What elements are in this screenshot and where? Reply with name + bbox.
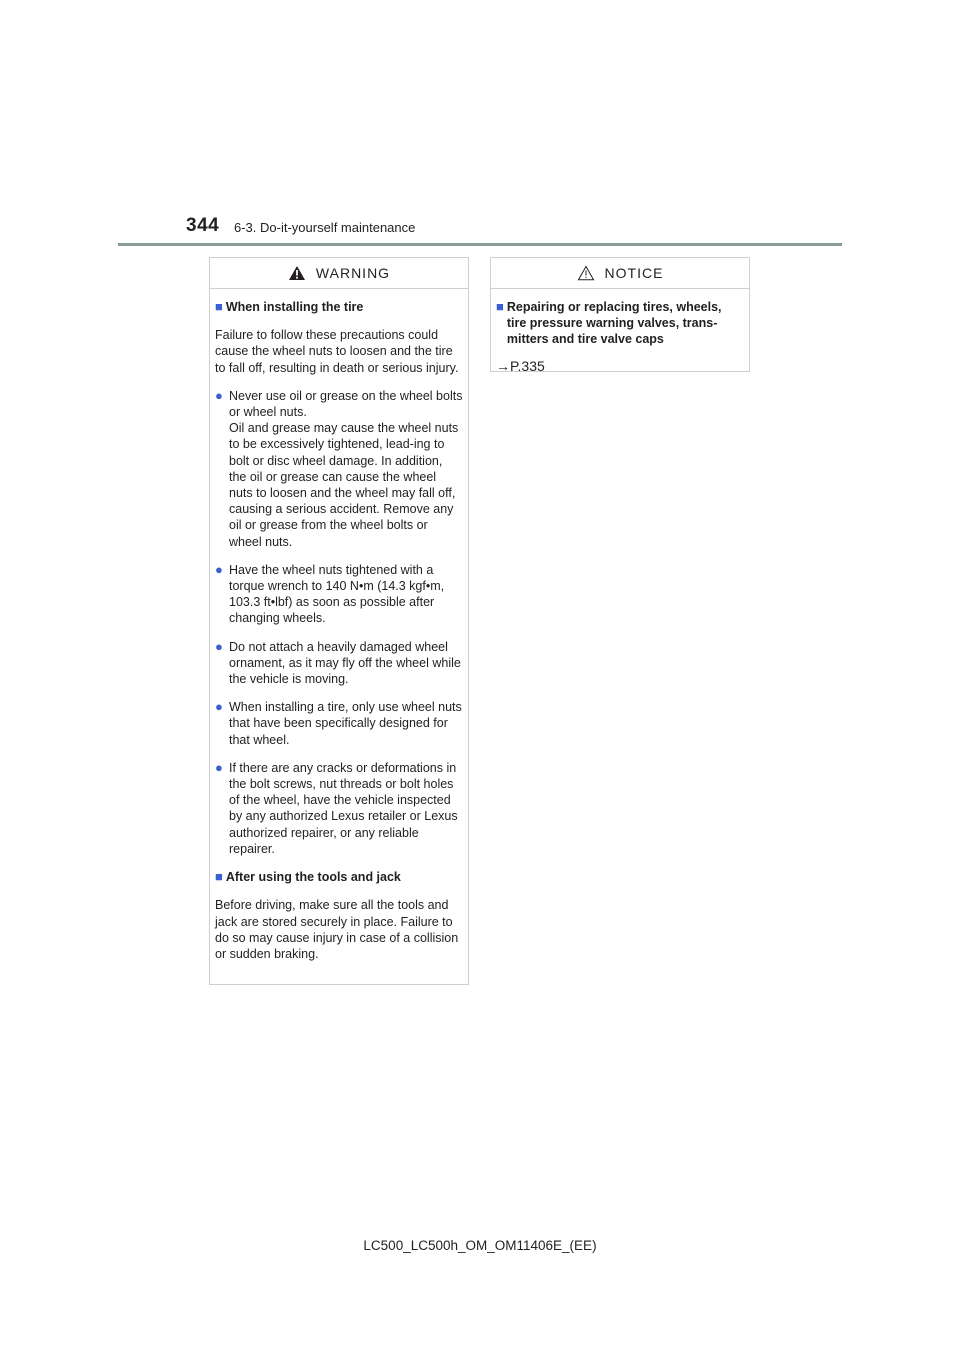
header-rule [118, 243, 842, 246]
warning-bullet-text: Never use oil or grease on the wheel bolts or wheel nuts. Oil and grease may cause the wheel nuts to be excessively tightened, lead-ing to bolt or disc wheel damage. In addition, the oil or grease can cause the wheel nuts to loosen and the wheel may fall off, causing a serious accident. Remove any oil or grease from the wheel bolts or wheel nuts. [229, 388, 463, 549]
warning-heading-1 [215, 299, 463, 315]
warning-box [209, 257, 469, 985]
warning-header [210, 258, 468, 289]
warning-heading-2-text: After using the tools and jack [225, 870, 401, 885]
page-reference-link[interactable]: →P.335 [496, 357, 545, 374]
circle-bullet-icon: ● [215, 561, 223, 577]
warning-bullet-text: Do not attach a heavily damaged wheel ornament, as it may fly off the wheel while the vehicle is moving. [229, 639, 461, 687]
section-title: 6-3. Do-it-yourself maintenance [234, 220, 416, 235]
warning-bullet-text: If there are any cracks or deformations in the bolt screws, nut threads or bolt holes of the wheel, have the vehicle inspected by any authorized Lexus retailer or Lexus authorized repairer, or any reliable repairer. [229, 760, 458, 856]
notice-body [491, 289, 749, 374]
notice-header [491, 258, 749, 289]
square-bullet-icon: ■ [496, 299, 504, 314]
circle-bullet-icon: ● [215, 759, 223, 775]
warning-heading-2 [215, 869, 463, 885]
warning-bullet [215, 639, 463, 688]
page-number: 344 [186, 215, 220, 236]
warning-bullet [215, 760, 463, 857]
warning-title: WARNING [315, 265, 391, 281]
warning-bullet [215, 388, 463, 550]
warning-triangle-icon [288, 265, 306, 281]
warning-body [210, 289, 468, 962]
circle-bullet-icon: ● [215, 699, 223, 715]
warning-bullet-text: Have the wheel nuts tightened with a torque wrench to 140 N•m (14.3 kgf•m, 103.3 ft•lbf) as soon as possible after changing wheels. [229, 562, 445, 626]
warning-bullet [215, 562, 463, 627]
notice-triangle-icon [577, 265, 595, 281]
document-code: LC500_LC500h_OM_OM11406E_(EE) [363, 1238, 597, 1253]
notice-heading-text: Repairing or replacing tires, wheels, tire pressure warning valves, trans-mitters and tire valve caps [506, 300, 722, 347]
notice-title: NOTICE [604, 265, 664, 281]
notice-box [490, 257, 750, 372]
warning-paragraph-1: Failure to follow these precautions could cause the wheel nuts to loosen and the tire to fall off, resulting in death or serious injury. [215, 328, 459, 375]
square-bullet-icon: ■ [215, 299, 223, 314]
circle-bullet-icon: ● [215, 638, 223, 654]
circle-bullet-icon: ● [215, 387, 223, 403]
notice-heading [496, 299, 744, 348]
warning-heading-1-text: When installing the tire [225, 300, 364, 314]
square-bullet-icon: ■ [215, 869, 223, 885]
warning-bullet-text: When installing a tire, only use wheel nuts that have been specifically designed for that wheel. [229, 700, 462, 747]
warning-bullet [215, 699, 463, 748]
warning-paragraph-2: Before driving, make sure all the tools and jack are stored securely in place. Failure to do so may cause injury in case of a collision or sudden braking. [215, 898, 459, 961]
